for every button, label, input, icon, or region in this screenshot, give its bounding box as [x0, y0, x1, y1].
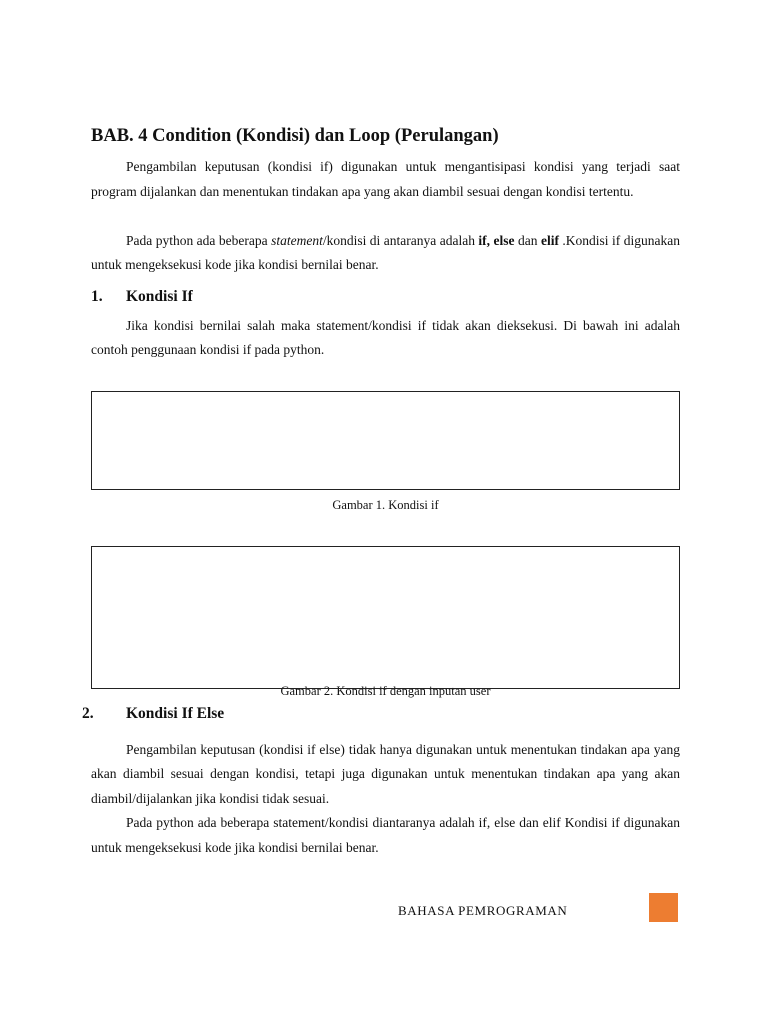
footer-label-container	[380, 900, 600, 918]
section-2-paragraph-1: Pengambilan keputusan (kondisi if else) tidak hanya digunakan untuk menentukan tindakan apa yang akan diambil sesuai dengan kondisi, tetapi juga digunakan untuk menentukan tindakan apa yang akan diambil/dijalankan jika kondisi tidak sesuai.	[91, 741, 680, 806]
section-2-paragraph-2: Pada python ada beberapa statement/kondisi diantaranya adalah if, else dan elif Kondisi if digunakan untuk mengeksekusi kode jika kondisi bernilai benar.	[91, 815, 680, 855]
footer-label: BAHASA PEMROGRAMAN	[398, 903, 568, 918]
keyword-if-else: if, else	[478, 232, 515, 248]
figure-2-box	[91, 546, 680, 689]
figure-2-caption: Gambar 2. Kondisi if dengan inputan user	[280, 684, 491, 698]
figure-1-box	[91, 391, 680, 490]
statement-term: statement	[271, 232, 323, 248]
section-1-heading	[91, 288, 680, 310]
section-2-heading	[82, 705, 680, 727]
intro-paragraph-2: Pada python ada beberapa statement/kondisi di antaranya adalah if, else dan elif .Kondisi if digunakan untuk mengeksekusi kode jika kondisi bernilai benar.	[91, 232, 680, 272]
section-2-title: Kondisi If Else	[126, 705, 225, 722]
intro-paragraph-1: Pengambilan keputusan (kondisi if) digunakan untuk mengantisipasi kondisi yang terjadi saat program dijalankan dan menentukan tindakan apa yang akan diambil sesuai dengan kondisi tertentu.	[91, 159, 680, 199]
section-1-paragraph: Jika kondisi bernilai salah maka statement/kondisi if tidak akan dieksekusi. Di bawah ini adalah contoh penggunaan kondisi if pada python.	[91, 317, 680, 357]
keyword-elif: elif	[540, 232, 559, 248]
chapter-title: BAB. 4 Condition (Kondisi) dan Loop (Perulangan)	[91, 126, 499, 146]
figure-1-caption: Gambar 1. Kondisi if	[332, 498, 439, 512]
section-2-number: 2.	[82, 705, 94, 722]
footer-accent-square	[649, 893, 678, 922]
section-1-title: Kondisi If	[126, 288, 193, 305]
section-1-number: 1.	[91, 288, 103, 305]
